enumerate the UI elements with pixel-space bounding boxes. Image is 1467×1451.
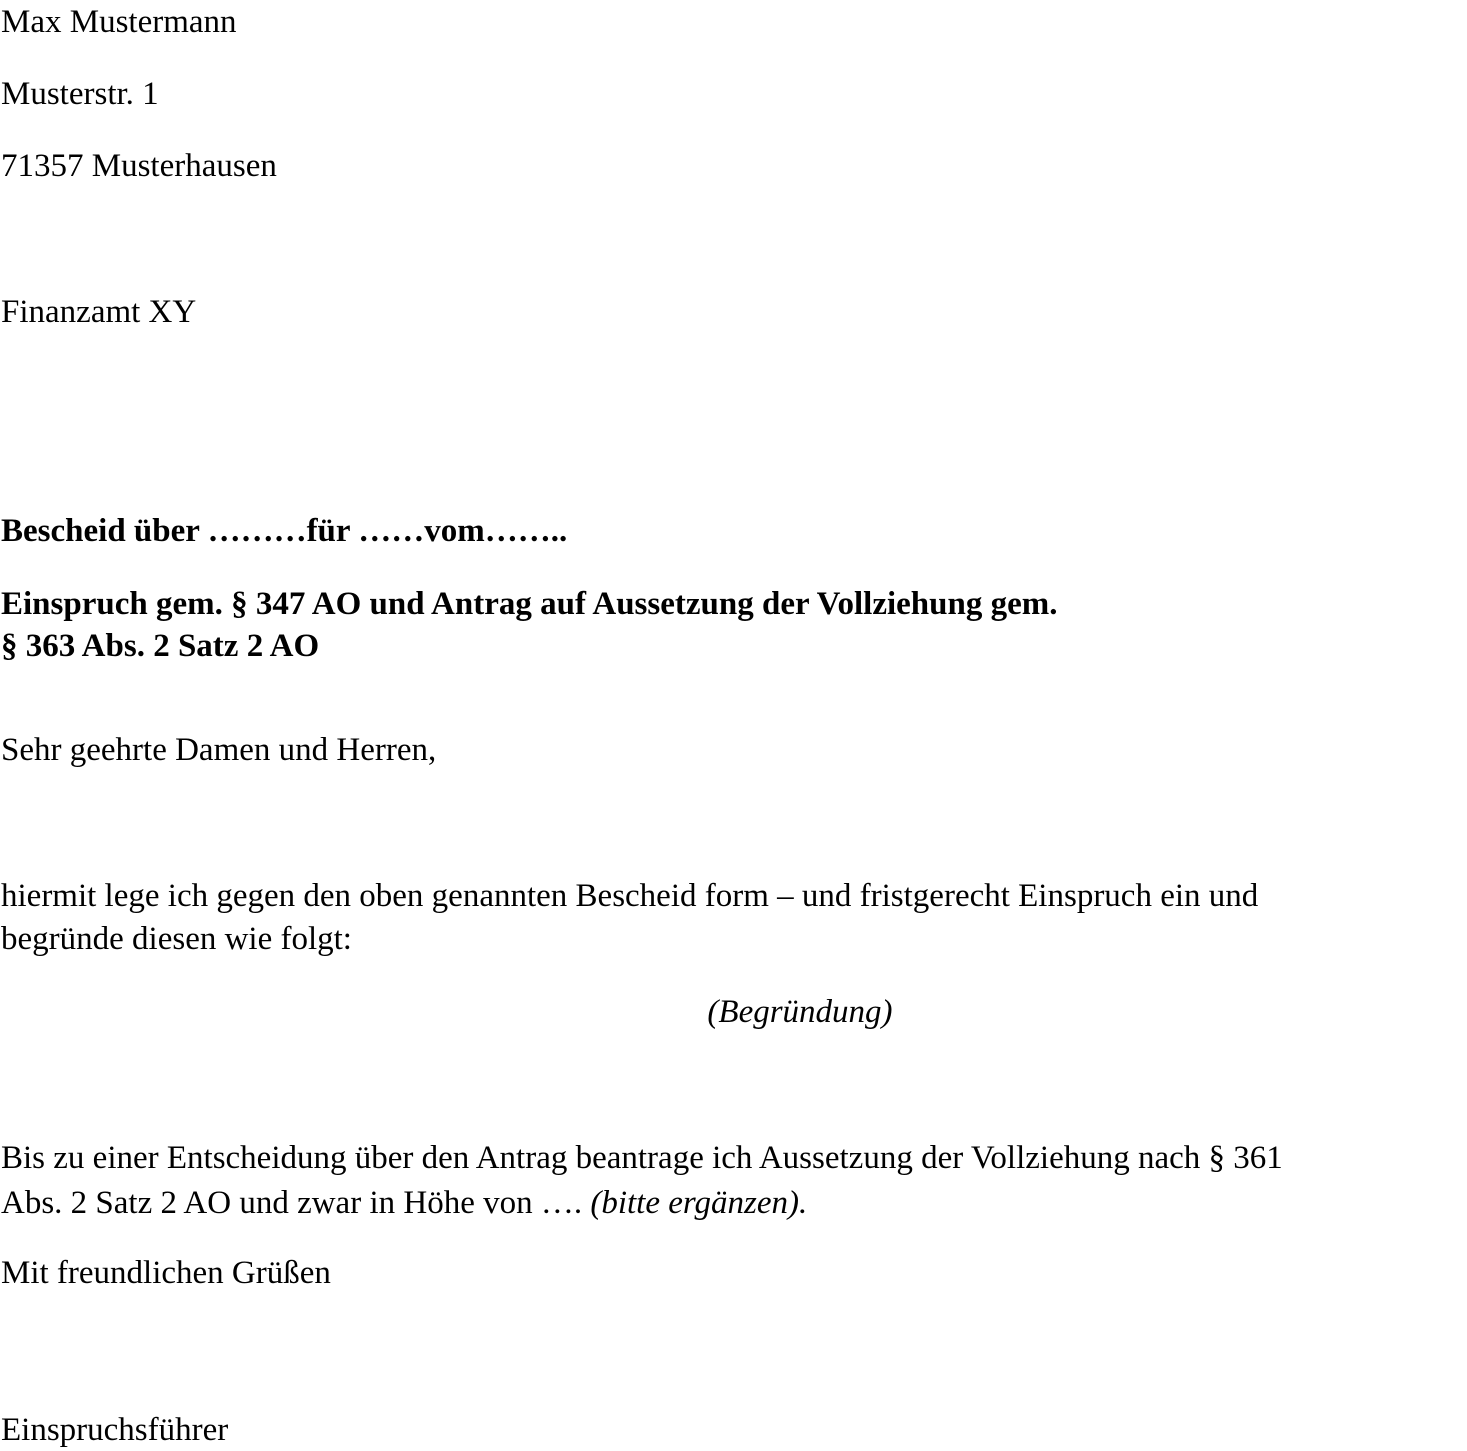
placeholder-bitte-ergaenzen: (bitte ergänzen) — [590, 1185, 799, 1221]
body-paragraph-2-line-1: Bis zu einer Entscheidung über den Antrag beantrage ich Aussetzung der Vollziehung nach § 361 — [1, 1140, 1283, 1176]
subject-line-3: § 363 Abs. 2 Satz 2 AO — [1, 628, 320, 664]
body-paragraph-2 — [1, 1136, 1464, 1226]
sender-street: Musterstr. 1 — [1, 76, 159, 112]
sender-name: Max Mustermann — [1, 4, 237, 40]
closing: Mit freundlichen Grüßen — [1, 1255, 331, 1291]
reason-placeholder: (Begründung) — [707, 994, 893, 1030]
subject-line-1: Bescheid über ………für ……vom…….. — [1, 513, 568, 549]
body-paragraph-2-line-2-prefix: Abs. 2 Satz 2 AO und zwar in Höhe von …. — [1, 1185, 591, 1221]
body-paragraph-1-line-2: begründe diesen wie folgt: — [1, 921, 352, 957]
body-paragraph-1-line-1: hiermit lege ich gegen den oben genannten Bescheid form – und fristgerecht Einspruch ein und — [1, 878, 1259, 914]
signature: Einspruchsführer — [1, 1412, 229, 1448]
sender-city: 71357 Musterhausen — [1, 148, 277, 184]
body-paragraph-2-suffix: . — [798, 1185, 808, 1221]
salutation: Sehr geehrte Damen und Herren, — [1, 732, 437, 768]
subject-line-2: Einspruch gem. § 347 AO und Antrag auf Aussetzung der Vollziehung gem. — [1, 586, 1058, 622]
recipient: Finanzamt XY — [1, 294, 197, 330]
